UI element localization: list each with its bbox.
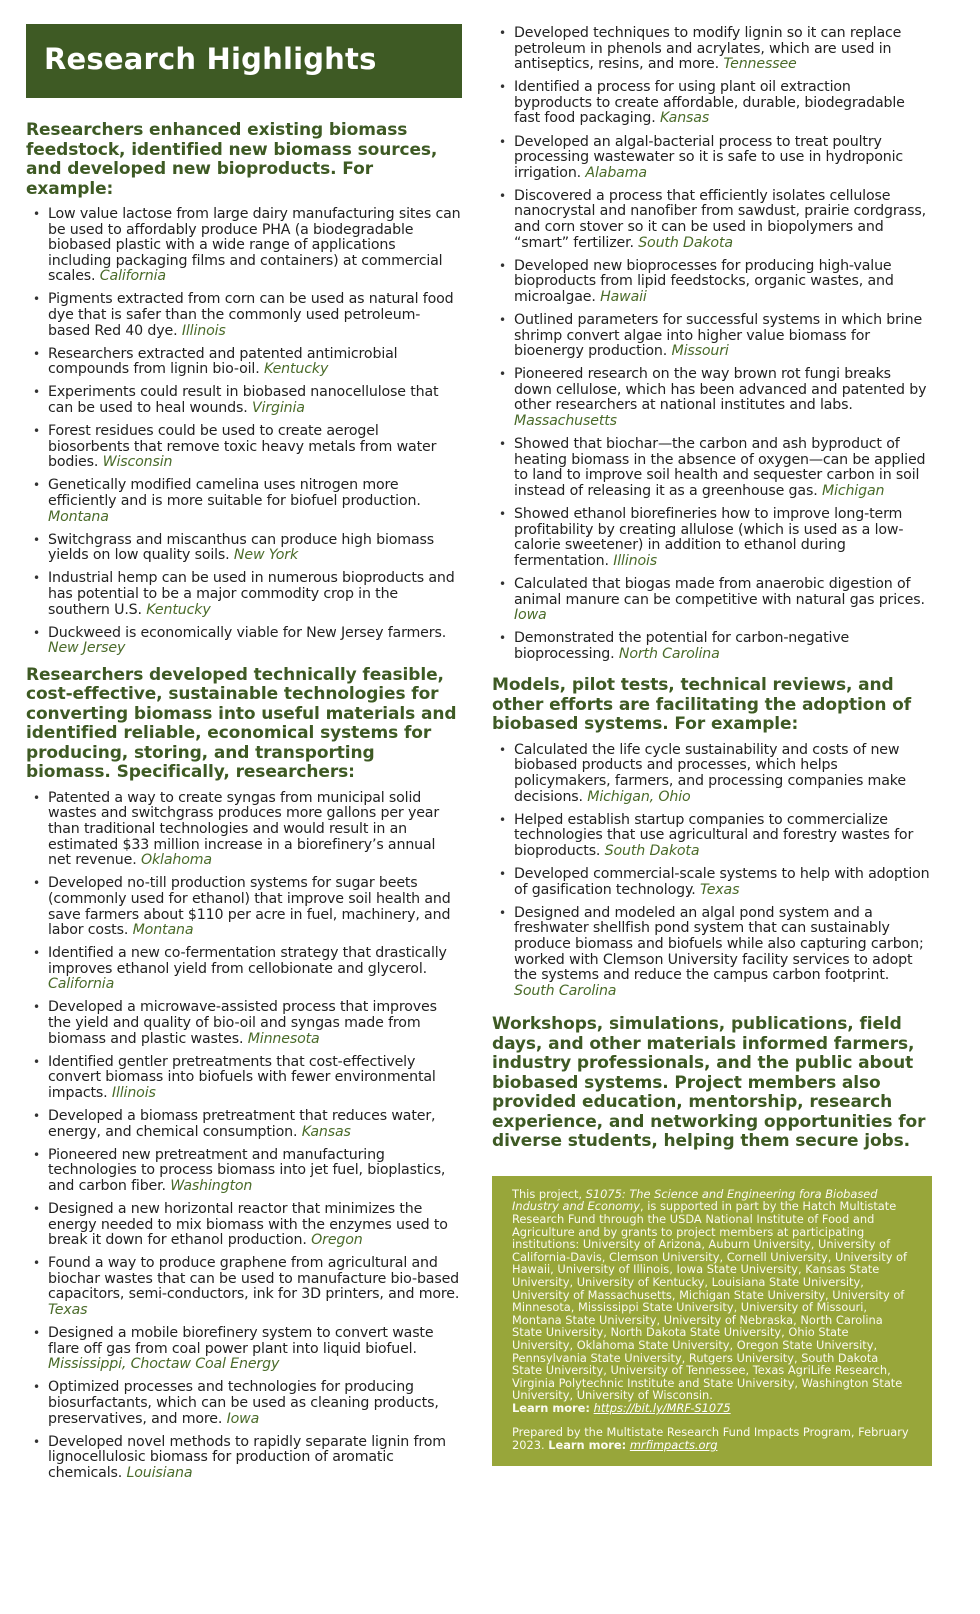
location-label: Oklahoma (140, 852, 212, 869)
list-item: • Developed new bioprocesses for producing high-value bioproducts from lipid feedstocks, organic wastes, and microalgae. Hawaii (492, 259, 932, 306)
location-label: South Dakota (604, 842, 700, 859)
location-label: Louisiana (126, 1464, 193, 1481)
list-item: • Identified gentler pretreatments that cost-effectively convert biomass into biofuels with fewer environmental impacts. Illinois (26, 1055, 462, 1102)
prepared-by: Prepared by the Multistate Research Fund Impacts Program, February 2023. Learn more: mrfimpacts.org (512, 1425, 909, 1453)
technologies-list-continued (492, 26, 932, 662)
location-label: Iowa (514, 607, 547, 624)
list-item: • Pigments extracted from corn can be used as natural food dye that is safer than the commonly used petroleum-based Red 40 dye. Illinois (26, 292, 462, 339)
list-item: • Found a way to produce graphene from agricultural and biochar wastes that can be used to manufacture bio-based capacitors, semi-conductors, ink for 3D printers, and more. Texas (26, 1256, 462, 1318)
funding-statement: This project, S1075: The Science and Engineering fora Biobased Industry and Economy, is supported in part by the Hatch Multistate Research Fund through the USDA National Institute of Food and Agriculture and by grants to project members at participating institutions: University of Arizona, Auburn University, University of California-Davis, Clemson University, Cornell University, University of Hawaii, University of Illinois, Iowa State University, Kansas State University, University of Kentucky, Louisiana State University, University of Massachusetts, Michigan State University, University of Minnesota, Mississippi State University, University of Missouri, Montana State University, University of Nebraska, North Carolina State University, North Dakota State University, Ohio State University, Oklahoma State University, Oregon State University, Pennsylvania State University, Rutgers University, South Dakota State University, University of Tennessee, Texas AgriLife Research, Virginia Polytechnic Institute and State University, Washington State University, University of Wisconsin. Learn more: https://bit.ly/MRF-S1075 (512, 1186, 908, 1415)
location-label: Illinois (613, 552, 658, 569)
location-label: California (99, 268, 166, 285)
location-label: South Dakota (638, 234, 733, 251)
list-item: • Genetically modified camelina uses nitrogen more efficiently and is more suitable for biofuel production. Montana (26, 478, 462, 525)
list-item: • Identified a process for using plant oil extraction byproducts to create affordable, durable, biodegradable fast food packaging. Kansas (492, 80, 932, 127)
page-title: Research Highlights (26, 24, 462, 98)
section-heading-technologies: Researchers developed technically feasible, cost-effective, sustainable technologies for converting biomass into useful materials and identified reliable, economical systems for producing, storing, and transporting biomass. Specifically, researchers: (26, 664, 457, 783)
location-label: Michigan (821, 482, 885, 499)
list-item: • Identified a new co-fermentation strategy that drastically improves ethanol yield from cellobionate and glycerol. California (26, 946, 462, 993)
list-item: • Pioneered research on the way brown rot fungi breaks down cellulose, which has been advanced and patented by other researchers at national institutes and labs. Massachusetts (492, 367, 932, 429)
list-item: • Designed a new horizontal reactor that minimizes the energy needed to mix biomass with the enzymes used to break it down for ethanol production. Oregon (26, 1202, 462, 1249)
list-item: • Developed novel methods to rapidly separate lignin from lignocellulosic biomass for production of aromatic chemicals. Louisiana (26, 1435, 462, 1482)
list-item: • Developed a microwave-assisted process that improves the yield and quality of bio-oil and syngas made from biomass and plastic wastes. Minnesota (26, 1000, 462, 1047)
location-label: Texas (48, 1302, 88, 1319)
bioproducts-list (26, 207, 462, 657)
section-heading-adoption: Models, pilot tests, technical reviews, and other efforts are facilitating the adoption of biobased systems. For example: (492, 675, 912, 735)
location-label: Washington (170, 1177, 253, 1194)
location-label: Michigan, Ohio (587, 788, 691, 805)
mrf-impacts-link[interactable]: mrfimpacts.org (629, 1438, 718, 1453)
location-label: Illinois (111, 1084, 156, 1101)
location-label: Wisconsin (102, 454, 173, 471)
list-item: • Developed techniques to modify lignin so it can replace petroleum in phenols and acrylates, which are used in antiseptics, resins, and more. Tennessee (492, 26, 932, 73)
project-link[interactable]: https://bit.ly/MRF-S1075 (593, 1400, 731, 1415)
list-item: • Forest residues could be used to create aerogel biosorbents that remove toxic heavy metals from water bodies. Wisconsin (26, 424, 462, 471)
location-label: Mississippi, Choctaw Coal Energy (48, 1356, 280, 1373)
list-item: • Developed commercial-scale systems to help with adoption of gasification technology. Texas (492, 867, 932, 898)
section-heading-outreach: Workshops, simulations, publications, field days, and other materials informed farmers, industry professionals, and the public about biobased systems. Project members also provided education, mentorship, research experience, and networking opportunities for diverse students, helping them secure jobs. (492, 1014, 926, 1152)
location-label: Texas (699, 881, 740, 898)
list-item: • Calculated that biogas made from anaerobic digestion of animal manure can be competitive with natural gas prices. Iowa (492, 577, 932, 624)
location-label: Virginia (252, 400, 305, 417)
list-item: • Developed a biomass pretreatment that reduces water, energy, and chemical consumption. Kansas (26, 1109, 462, 1140)
list-item: • Researchers extracted and patented antimicrobial compounds from lignin bio-oil. Kentucky (26, 347, 462, 378)
list-item: • Developed no-till production systems for sugar beets (commonly used for ethanol) that improve soil health and save farmers about $110 per acre in fuel, machinery, and labor costs. Montana (26, 876, 462, 938)
location-label: Kentucky (146, 601, 211, 618)
location-label: Tennessee (723, 56, 797, 73)
list-item: • Optimized processes and technologies for producing biosurfactants, which can be used as cleaning products, preservatives, and more. Iowa (26, 1380, 462, 1427)
technologies-list (26, 791, 462, 1482)
location-label: Illinois (181, 322, 226, 339)
list-item: • Duckweed is economically viable for New Jersey farmers. New Jersey (26, 626, 462, 657)
list-item: • Showed that biochar—the carbon and ash byproduct of heating biomass in the absence of oxygen—can be applied to land to improve soil health and sequester carbon in soil instead of releasing it as a greenhouse gas. Michigan (492, 437, 932, 499)
learn-more-label: Learn more: (512, 1400, 590, 1415)
adoption-list (492, 743, 932, 999)
location-label: Montana (48, 508, 109, 525)
location-label: New Jersey (48, 640, 126, 657)
location-label: Alabama (585, 164, 647, 181)
list-item: • Discovered a process that efficiently isolates cellulose nanocrystal and nanofiber from sawdust, prairie cordgrass, and corn stover so it can be used in biopolymers and “smart” fertilizer. South Dakota (492, 189, 932, 251)
list-item: • Switchgrass and miscanthus can produce high biomass yields on low quality soils. New York (26, 533, 462, 564)
location-label: New York (233, 547, 299, 564)
location-label: Hawaii (600, 288, 647, 305)
location-label: Missouri (671, 343, 729, 360)
location-label: California (48, 976, 115, 993)
location-label: Kentucky (263, 361, 329, 378)
location-label: Oregon (311, 1232, 363, 1249)
list-item: • Helped establish startup companies to commercialize technologies that use agricultural and forestry wastes for bioproducts. South Dakota (492, 813, 932, 860)
list-item: • Industrial hemp can be used in numerous bioproducts and has potential to be a major commodity crop in the southern U.S. Kentucky (26, 571, 462, 618)
location-label: Iowa (226, 1410, 260, 1427)
location-label: Massachusetts (514, 413, 617, 430)
list-item: • Developed an algal-bacterial process to treat poultry processing wastewater so it is safe to use in hydroponic irrigation. Alabama (492, 135, 932, 182)
location-label: Minnesota (247, 1030, 320, 1047)
location-label: South Carolina (514, 982, 617, 999)
list-item: • Low value lactose from large dairy manufacturing sites can be used to affordably produce PHA (a biodegradable biobased plastic with a wide range of applications including packaging films and containers) at commercial scales. California (26, 207, 462, 285)
list-item: • Outlined parameters for successful systems in which brine shrimp convert algae into higher value biomass for bioenergy production. Missouri (492, 313, 932, 360)
location-label: Kansas (660, 110, 710, 127)
left-column (26, 0, 462, 1489)
location-label: Montana (132, 922, 194, 939)
list-item: • Patented a way to create syngas from municipal solid wastes and switchgrass produces more gallons per year than traditional technologies and would result in an estimated $33 million increase in a biorefinery’s annual net revenue. Oklahoma (26, 791, 462, 869)
project-title: S1075: The Science and Engineering fora Biobased Industry and Economy (512, 1186, 878, 1214)
right-column (492, 0, 932, 1466)
list-item: • Pioneered new pretreatment and manufacturing technologies to process biomass into jet fuel, bioplastics, and carbon fiber. Washington (26, 1148, 462, 1195)
list-item: • Designed and modeled an algal pond system and a freshwater shellfish pond system that can sustainably produce biomass and biofuels while also capturing carbon; worked with Clemson University facility services to adopt the systems and reduce the campus carbon footprint. South Carolina (492, 906, 932, 1000)
list-item: • Demonstrated the potential for carbon-negative bioprocessing. North Carolina (492, 631, 932, 662)
list-item: • Designed a mobile biorefinery system to convert waste flare off gas from coal power plant into liquid biofuel. Mississippi, Choctaw Coal Energy (26, 1326, 462, 1373)
list-item: • Calculated the life cycle sustainability and costs of new biobased products and processes, which helps policymakers, farmers, and processing companies make decisions. Michigan, Ohio (492, 743, 932, 805)
list-item: • Showed ethanol biorefineries how to improve long-term profitability by creating allulose (which is used as a low-calorie sweetener) in addition to ethanol during fermentation. Illinois (492, 507, 932, 569)
location-label: North Carolina (618, 645, 720, 662)
location-label: Kansas (301, 1123, 351, 1140)
section-heading-bioproducts: Researchers enhanced existing biomass feedstock, identified new biomass sources, and developed new bioproducts. For example: (26, 120, 438, 199)
list-item: • Experiments could result in biobased nanocellulose that can be used to heal wounds. Virginia (26, 385, 462, 416)
funding-box (492, 1176, 932, 1466)
